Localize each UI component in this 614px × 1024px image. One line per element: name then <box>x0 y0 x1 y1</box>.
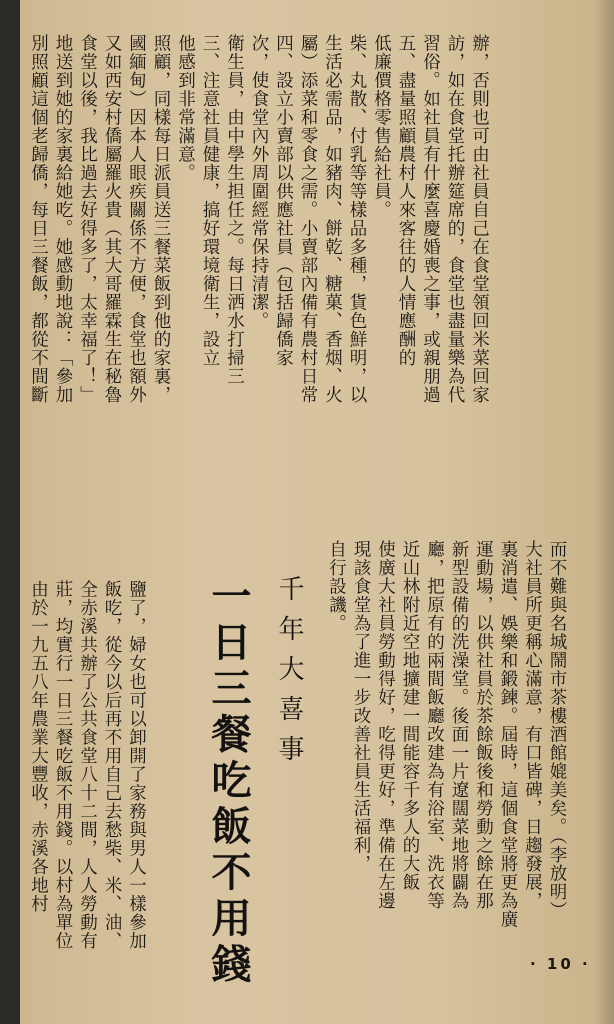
text-column: 照顧，同樣每日派員送三餐菜飯到他的家裏， <box>151 34 171 404</box>
text-column: 全赤溪共辦了公共食堂八十二間，人人勞動有 <box>77 580 98 950</box>
magazine-page <box>20 0 614 1024</box>
text-column: 近山林附近空地擴建一間能容千多人的大飯 <box>400 540 420 892</box>
page-edge-shadow <box>594 0 614 1024</box>
article-heading <box>200 575 308 995</box>
text-column: 別照顧這個老歸僑，每日三餐飯，都從不間斷 <box>28 34 49 404</box>
text-column: 而不難與名城鬧市茶樓酒館媲美矣。（李放明） <box>547 540 567 920</box>
text-column: 莊，均實行一日三餐吃飯不用錢。以村為單位 <box>53 580 73 950</box>
text-column: 衛生員，由中學生担任之。每日洒水打掃三 <box>224 34 245 386</box>
article-headline: 一日三餐吃飯不用錢 <box>205 575 251 989</box>
text-column: 運動場，以供社員於茶餘飯後和勞動之餘在那 <box>473 540 494 910</box>
text-column: 屬）添菜和零食之需。小賣部內備有農村日常 <box>298 34 318 404</box>
article-text-top <box>26 34 492 574</box>
text-column: 使廣大社員勞動得好，吃得更好，準備在左邊 <box>375 540 396 910</box>
text-column: 辦，否則也可由社員自己在食堂領回米菜回家 <box>469 34 490 404</box>
text-column: 他感到非常滿意。 <box>175 34 196 182</box>
text-column: 訪，如在食堂托辦筵席的，食堂也盡量樂為代 <box>445 34 465 404</box>
text-column: 地送到她的家裏給她吃。她感動地說：「參加 <box>53 34 73 404</box>
text-column: 柴、丸散、付乳等等樣品多種，貨色鮮明，以 <box>347 34 367 404</box>
text-column: 大社員所更稱心滿意，有口皆碑，日趨發展， <box>522 540 543 910</box>
text-column: 飯吃，從今以后再不用自己去愁柴、米、油、 <box>102 580 122 950</box>
text-column: 習俗。如社員有什麼喜慶婚喪之事，或親朋過 <box>420 34 441 404</box>
text-column: 三、注意社員健康，搞好環境衛生，設立 <box>200 34 220 367</box>
text-column: 廳，把原有的兩間飯廳改建為有浴室、洗衣等 <box>424 540 445 910</box>
text-column: 四、設立小賣部以供應社員（包括歸僑家 <box>273 34 294 367</box>
text-column: 鹽了，婦女也可以卸開了家務與男人一樣參加 <box>126 580 147 950</box>
text-column: 又如西安村僑屬羅火貴（其大哥羅霖生在秘魯 <box>102 34 122 404</box>
text-column: 新型設備的洗澡堂。後面一片遼闊菜地將闢為 <box>449 540 469 910</box>
page-number: · 10 · <box>530 955 591 973</box>
text-column: 食堂以後，我比過去好得多了，太幸福了！」 <box>77 34 98 404</box>
text-column: 生活必需品，如豬肉、餅乾、糖菓、香烟、火 <box>322 34 343 404</box>
text-column: 低廉價格零售給社員。 <box>371 34 392 219</box>
article-subtitle: 千年大喜事 <box>274 575 304 775</box>
text-column: 由於一九五八年農業大豐收，赤溪各地村 <box>28 580 49 913</box>
text-column: 次，使食堂內外周圍經常保持清潔。 <box>249 34 269 330</box>
text-column: 現該食堂為了進一步改善社員生活福利， <box>351 540 371 873</box>
new-article-text <box>26 580 149 1000</box>
text-column: 自行設譏。 <box>326 540 347 633</box>
text-column: 裏消遣、娛樂和鍛鍊。屆時，這個食堂將更為廣 <box>498 540 518 929</box>
article-text-continued <box>324 540 569 1000</box>
text-column: 五、盡量照顧農村人來客往的人情應酬的 <box>396 34 416 367</box>
text-column: 國緬甸）因本人眼疾關係不方便，食堂也額外 <box>126 34 147 404</box>
